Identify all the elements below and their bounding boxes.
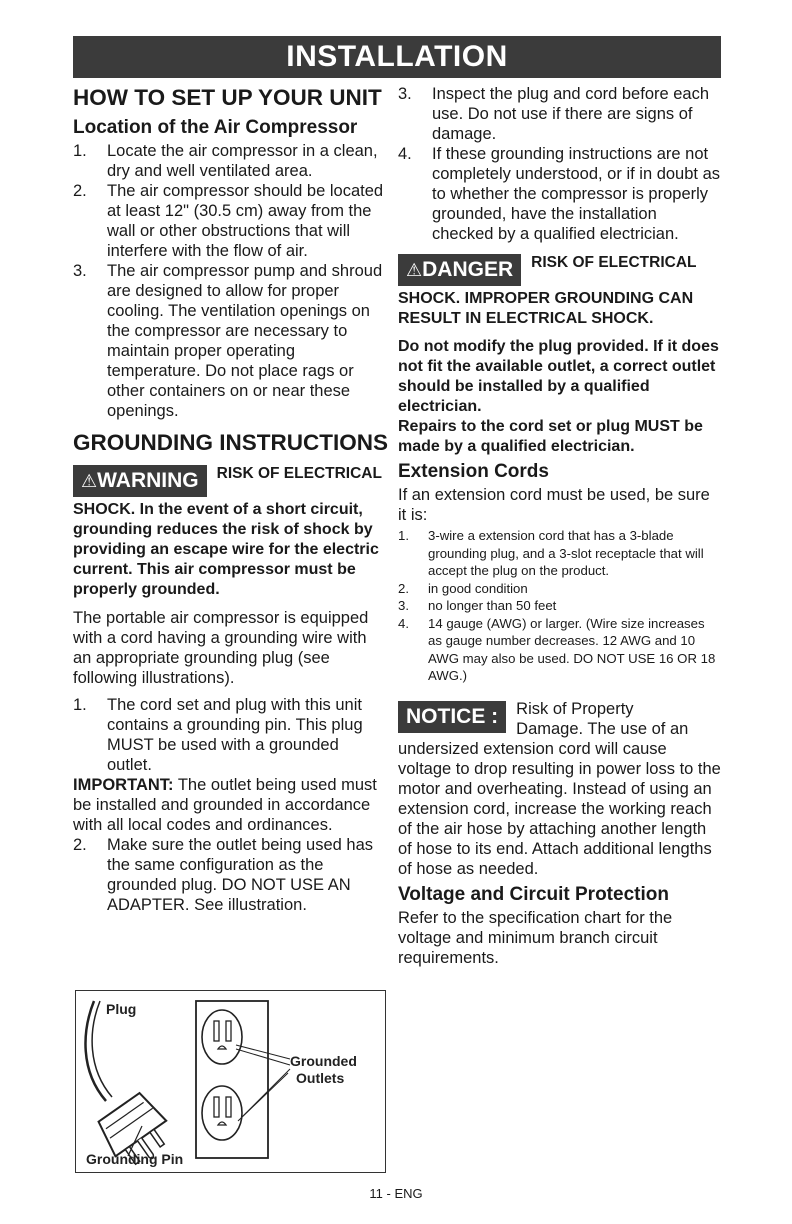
item-text: Locate the air compressor in a clean, dry and well ventilated area.: [107, 142, 378, 180]
voltage-text: Refer to the specification chart for the voltage and minimum branch circuit requirements.: [398, 908, 673, 967]
list-item: [73, 261, 388, 421]
grounding-heading: GROUNDING INSTRUCTIONS: [73, 430, 388, 455]
item-number: 1.: [398, 528, 409, 543]
list-item: [398, 527, 721, 580]
outlets-label-line2: Outlets: [296, 1070, 345, 1086]
important-text: The outlet being used must be installed and grounded in accordance with all local codes and ordinances.: [73, 776, 377, 834]
item-number: 2.: [398, 580, 409, 596]
page-number: 11 - ENG: [369, 1186, 423, 1201]
outlets-label-line1: Grounded: [290, 1053, 357, 1069]
voltage-heading: Voltage and Circuit Protection: [398, 883, 669, 905]
item-number: 2.: [73, 836, 87, 854]
warning-triangle-icon: ⚠: [81, 471, 98, 491]
grounding-list-a: [73, 695, 388, 775]
list-item: [398, 144, 721, 244]
danger-repair-note: Repairs to the cord set or plug MUST be made by a qualified electrician.: [398, 418, 703, 455]
important-label: IMPORTANT:: [73, 776, 174, 794]
list-item: [73, 141, 388, 181]
item-text: The air compressor should be located at least 12" (30.5 cm) away from the wall or other obstructions that will interfere with the flow of air.: [107, 182, 384, 260]
list-item: [398, 84, 721, 144]
item-text: 14 gauge (AWG) or larger. (Wire size increases as gauge number decreases. 12 AWG and 10 AWG may also be used. DO NOT USE 16 OR 18 AWG.): [428, 615, 716, 683]
item-number: 3.: [398, 85, 412, 103]
item-number: 4.: [398, 145, 412, 163]
item-text: Inspect the plug and cord before each use. Do not use if there are signs of damage.: [432, 85, 710, 143]
notice-title: Risk of Property: [516, 699, 634, 718]
danger-badge: [398, 254, 521, 286]
danger-badge-label: DANGER: [422, 258, 514, 281]
list-item: [398, 580, 721, 598]
item-text: Make sure the outlet being used has the same configuration as the grounded plug. DO NOT USE AN ADAPTER. See illustration.: [107, 836, 374, 914]
extension-heading: Extension Cords: [398, 461, 549, 482]
warning-body: SHOCK. In the event of a short circuit, grounding reduces the risk of shock by providing an escape wire for the electric current. This air compressor must be properly grounded.: [73, 501, 379, 598]
notice-badge: NOTICE :: [398, 701, 506, 733]
list-item: [398, 615, 721, 685]
warning-badge: [73, 465, 207, 497]
item-text: no longer than 50 feet: [428, 598, 557, 613]
item-text: The air compressor pump and shroud are designed to allow for proper cooling. The ventilation openings on the compressor are necessary to maintain proper operating temperature. Do not place rags or other containers on or near these openings.: [107, 262, 383, 420]
item-number: 3.: [73, 262, 87, 280]
danger-plug-note: Do not modify the plug provided. If it does not fit the available outlet, a correct outlet should be installed by a qualified electrician.: [398, 338, 719, 415]
danger-title: RISK OF ELECTRICAL: [531, 254, 697, 271]
item-number: 1.: [73, 696, 87, 714]
item-text: 3-wire a extension cord that has a 3-blade grounding plug, and a 3-slot receptacle that will accept the plug on the product.: [428, 528, 704, 578]
right-column: [398, 78, 721, 968]
list-item: [398, 597, 721, 615]
list-item: [73, 835, 388, 915]
item-text: in good condition: [428, 580, 528, 596]
danger-signal: [398, 250, 721, 286]
item-number: 1.: [73, 142, 87, 160]
extension-list: [398, 527, 721, 685]
plug-illustration: [75, 990, 386, 1173]
grounding-intro: The portable air compressor is equipped with a cord having a grounding wire with an appropriate grounding plug (see following illustrations).: [73, 609, 369, 687]
warning-signal: [73, 461, 388, 497]
danger-triangle-icon: ⚠: [406, 260, 423, 280]
plug-label: Plug: [106, 1001, 137, 1017]
grounding-list-c: [398, 84, 721, 244]
warning-title: RISK OF ELECTRICAL: [216, 465, 382, 482]
location-heading: Location of the Air Compressor: [73, 117, 358, 138]
item-text: The cord set and plug with this unit contains a grounding pin. This plug MUST be used with a grounded outlet.: [107, 696, 363, 774]
left-column: [73, 78, 388, 915]
list-item: [73, 181, 388, 261]
setup-heading: HOW TO SET UP YOUR UNIT: [73, 85, 382, 110]
danger-body: SHOCK. IMPROPER GROUNDING CAN RESULT IN ELECTRICAL SHOCK.: [398, 290, 694, 327]
list-item: [73, 695, 388, 775]
section-banner: INSTALLATION: [73, 36, 721, 78]
notice-body: Damage. The use of an undersized extension cord will cause voltage to drop resulting in power loss to the motor and overheating. Instead of using an extension cord, increase the working reach of the air hose by attaching another length of hose to its end. Attach additional lengths of hose as needed.: [398, 719, 721, 878]
important-note: [73, 775, 388, 835]
item-text: If these grounding instructions are not completely understood, or if in doubt as to whether the compressor is properly grounded, have the installation checked by a qualified electrician.: [432, 145, 721, 243]
pin-label: Grounding Pin: [86, 1151, 184, 1167]
grounding-list-b: [73, 835, 388, 915]
item-number: 2.: [73, 182, 87, 200]
warning-badge-label: WARNING: [97, 469, 199, 492]
outlet-plate-icon: [196, 1001, 268, 1158]
item-number: 3.: [398, 598, 409, 613]
item-number: 4.: [398, 615, 409, 631]
notice-block: [398, 699, 721, 879]
location-list: [73, 141, 388, 421]
extension-intro: If an extension cord must be used, be sure it is:: [398, 486, 710, 524]
